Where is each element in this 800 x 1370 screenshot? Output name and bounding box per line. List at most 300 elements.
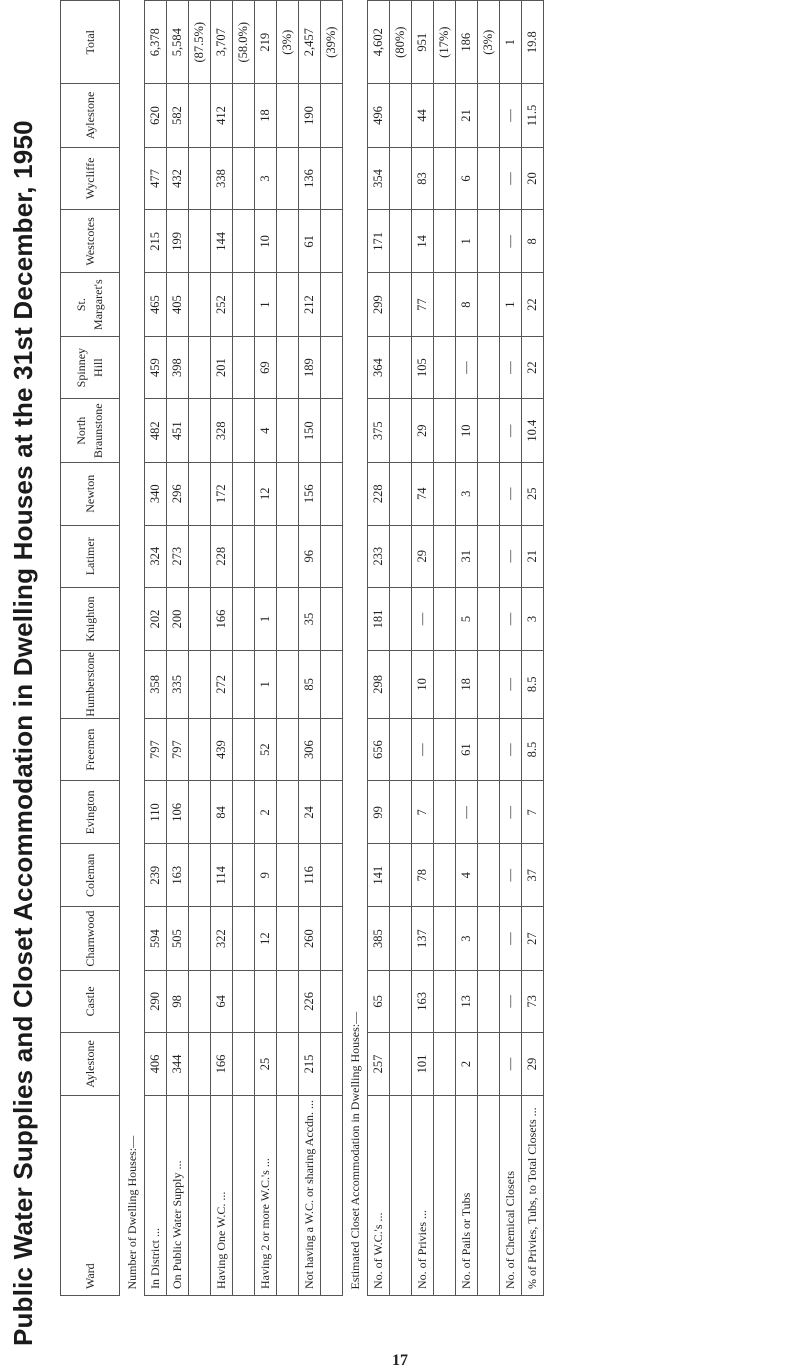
table-cell: 233 [368, 525, 390, 588]
table-cell [277, 844, 299, 907]
table-row [255, 1, 277, 1296]
column-header: Freemen [61, 718, 120, 781]
column-header: Evington [61, 781, 120, 844]
table-cell: 77 [412, 273, 434, 336]
table-cell: 85 [299, 651, 321, 719]
table-cell: 65 [368, 970, 390, 1032]
table-cell: 52 [255, 718, 277, 781]
table-cell [434, 463, 456, 526]
row-label [321, 1096, 343, 1296]
table-cell [390, 1032, 412, 1095]
table-cell: 10 [412, 651, 434, 719]
row-label: Not having a W.C. or sharing Accdn. ... [299, 1096, 321, 1296]
table-cell [390, 781, 412, 844]
table-cell [478, 718, 500, 781]
table-cell [390, 651, 412, 719]
row-label [478, 1096, 500, 1296]
column-header: Newton [61, 463, 120, 526]
row-label: Having 2 or more W.C.'s ... [255, 1096, 277, 1296]
table-cell: 385 [368, 907, 390, 971]
table-cell: 29 [412, 525, 434, 588]
row-label [277, 1096, 299, 1296]
row-label [434, 1096, 456, 1296]
table-cell [321, 1032, 343, 1095]
table-cell: 6,378 [145, 1, 167, 84]
table-cell [321, 147, 343, 210]
table-cell: 797 [167, 718, 189, 781]
table-cell [478, 1032, 500, 1095]
table-cell: (39%) [321, 1, 343, 84]
column-header: Humberstone [61, 651, 120, 719]
table-cell: 340 [145, 463, 167, 526]
table-cell: 27 [522, 907, 544, 971]
table-cell: 12 [255, 463, 277, 526]
table-cell: 166 [211, 1032, 233, 1095]
table-cell: 477 [145, 147, 167, 210]
table-cell: 797 [145, 718, 167, 781]
table-cell [321, 844, 343, 907]
table-cell: 459 [145, 336, 167, 399]
table-cell [434, 1032, 456, 1095]
table-cell: 172 [211, 463, 233, 526]
row-label: % of Privies, Tubs, to Total Closets ... [522, 1096, 544, 1296]
table-cell [390, 844, 412, 907]
table-cell [255, 525, 277, 588]
table-cell: 99 [368, 781, 390, 844]
table-cell: 406 [145, 1032, 167, 1095]
table-cell: 296 [167, 463, 189, 526]
table-cell [189, 1032, 211, 1095]
table-cell [233, 525, 255, 588]
table-cell [478, 399, 500, 463]
table-cell [189, 781, 211, 844]
table-cell [321, 399, 343, 463]
row-label: No. of Chemical Closets [500, 1096, 522, 1296]
table-cell: — [456, 336, 478, 399]
table-cell [478, 781, 500, 844]
column-header: Latimer [61, 525, 120, 588]
table-cell [390, 147, 412, 210]
row-label: No. of W.C.'s ... [368, 1096, 390, 1296]
table-cell: 375 [368, 399, 390, 463]
table-cell: 18 [456, 651, 478, 719]
table-cell: 335 [167, 651, 189, 719]
table-cell [233, 273, 255, 336]
table-cell [189, 210, 211, 273]
table-cell: 137 [412, 907, 434, 971]
column-header: St. Margaret's [61, 273, 120, 336]
table-cell [478, 907, 500, 971]
table-row [277, 1, 299, 1296]
table-cell: 166 [211, 588, 233, 651]
table-cell: 260 [299, 907, 321, 971]
table-cell [233, 399, 255, 463]
table-cell: 432 [167, 147, 189, 210]
table-cell: 10.4 [522, 399, 544, 463]
table-row [189, 1, 211, 1296]
table-cell [434, 718, 456, 781]
table-cell: 226 [299, 970, 321, 1032]
table-cell: 5,584 [167, 1, 189, 84]
table-cell [434, 336, 456, 399]
table-cell: 136 [299, 147, 321, 210]
table-cell: 74 [412, 463, 434, 526]
table-cell: 1 [255, 273, 277, 336]
column-header: Wycliffe [61, 147, 120, 210]
table-cell: 290 [145, 970, 167, 1032]
table-cell: 228 [211, 525, 233, 588]
table-cell [321, 651, 343, 719]
table-cell: 199 [167, 210, 189, 273]
table-cell [321, 336, 343, 399]
table-row [211, 1, 233, 1296]
table-cell: 181 [368, 588, 390, 651]
table-cell [390, 210, 412, 273]
table-cell [434, 273, 456, 336]
table-cell: 31 [456, 525, 478, 588]
table-cell [189, 84, 211, 147]
table-cell: 451 [167, 399, 189, 463]
table-cell [233, 147, 255, 210]
table-cell: — [500, 525, 522, 588]
table-cell [233, 336, 255, 399]
table-cell: 83 [412, 147, 434, 210]
table-cell [434, 399, 456, 463]
table-cell: 5 [456, 588, 478, 651]
table-cell: 3 [255, 147, 277, 210]
table-cell: 3 [456, 907, 478, 971]
table-cell [233, 463, 255, 526]
table-cell: 1 [456, 210, 478, 273]
table-cell [390, 273, 412, 336]
table-cell [233, 907, 255, 971]
table-cell [277, 525, 299, 588]
table-row [522, 1, 544, 1296]
table-cell: — [500, 907, 522, 971]
table-cell: 8 [456, 273, 478, 336]
table-cell [478, 336, 500, 399]
column-header: Charnwood [61, 907, 120, 971]
table-cell [434, 84, 456, 147]
table-cell: 114 [211, 844, 233, 907]
table-cell: 412 [211, 84, 233, 147]
table-cell: — [412, 718, 434, 781]
table-cell: 306 [299, 718, 321, 781]
table-cell: 37 [522, 844, 544, 907]
table-cell: 10 [255, 210, 277, 273]
table-cell [478, 651, 500, 719]
table-cell [390, 970, 412, 1032]
table-cell [478, 463, 500, 526]
table-cell: 201 [211, 336, 233, 399]
column-header: North Braunstone [61, 399, 120, 463]
table-cell: 19.8 [522, 1, 544, 84]
table-row [434, 1, 456, 1296]
table-cell: 620 [145, 84, 167, 147]
table-cell: 144 [211, 210, 233, 273]
table-cell [233, 588, 255, 651]
table-cell: 20 [522, 147, 544, 210]
table-cell: 465 [145, 273, 167, 336]
table-cell [233, 84, 255, 147]
column-header: Westcotes [61, 210, 120, 273]
row-label: Having One W.C. ... [211, 1096, 233, 1296]
table-cell [434, 907, 456, 971]
table-cell [255, 970, 277, 1032]
table-row [390, 1, 412, 1296]
table-cell [478, 84, 500, 147]
table-cell: 18 [255, 84, 277, 147]
table-cell: 44 [412, 84, 434, 147]
table-row [500, 1, 522, 1296]
table-row [412, 1, 434, 1296]
table-row [299, 1, 321, 1296]
table-cell: 1 [255, 588, 277, 651]
table-cell: 3 [456, 463, 478, 526]
closet-accommodation-heading: Estimated Closet Accommodation in Dwelling Houses:— [343, 1, 368, 1296]
table-cell: 1 [500, 1, 522, 84]
table-cell: — [500, 336, 522, 399]
table-cell [277, 336, 299, 399]
table-cell [277, 84, 299, 147]
table-cell [233, 210, 255, 273]
table-cell: 7 [522, 781, 544, 844]
table-cell: (80%) [390, 1, 412, 84]
table-cell [321, 210, 343, 273]
table-cell: 3 [522, 588, 544, 651]
table-cell: (58.0%) [233, 1, 255, 84]
table-cell: 10 [456, 399, 478, 463]
table-cell: 64 [211, 970, 233, 1032]
dwelling-houses-heading-row [120, 1, 145, 1296]
table-cell: 141 [368, 844, 390, 907]
column-header: Ward [61, 1096, 120, 1296]
table-cell [478, 210, 500, 273]
row-label: No. of Privies ... [412, 1096, 434, 1296]
table-cell [434, 651, 456, 719]
table-cell: 4,602 [368, 1, 390, 84]
table-cell: (87.5%) [189, 1, 211, 84]
table-cell [478, 844, 500, 907]
table-cell [321, 463, 343, 526]
table-cell: (3%) [277, 1, 299, 84]
table-cell [321, 718, 343, 781]
table-cell: 171 [368, 210, 390, 273]
table-cell [189, 273, 211, 336]
table-cell: 106 [167, 781, 189, 844]
table-cell: 364 [368, 336, 390, 399]
table-cell: 358 [145, 651, 167, 719]
table-cell [233, 651, 255, 719]
table-cell: 190 [299, 84, 321, 147]
column-header: Knighton [61, 588, 120, 651]
row-label: On Public Water Supply ... [167, 1096, 189, 1296]
table-cell [390, 907, 412, 971]
row-label [189, 1096, 211, 1296]
header-row [61, 1, 120, 1296]
closet-accommodation-heading-row [343, 1, 368, 1296]
table-cell: 6 [456, 147, 478, 210]
table-cell [233, 718, 255, 781]
table-cell [434, 525, 456, 588]
table-cell [189, 147, 211, 210]
table-cell: — [456, 781, 478, 844]
table-cell [390, 588, 412, 651]
table-cell: 239 [145, 844, 167, 907]
table-cell [321, 84, 343, 147]
row-label: In District ... [145, 1096, 167, 1296]
table-cell: 11.5 [522, 84, 544, 147]
table-row [456, 1, 478, 1296]
table-cell [478, 970, 500, 1032]
table-cell [321, 970, 343, 1032]
table-cell: 101 [412, 1032, 434, 1095]
table-cell: 215 [299, 1032, 321, 1095]
table-cell [390, 525, 412, 588]
table-row [321, 1, 343, 1296]
column-header: Coleman [61, 844, 120, 907]
column-header: Castle [61, 970, 120, 1032]
table-cell [321, 588, 343, 651]
table-cell [390, 84, 412, 147]
table-cell: 116 [299, 844, 321, 907]
table-cell [189, 718, 211, 781]
table-cell: 25 [255, 1032, 277, 1095]
table-cell [434, 970, 456, 1032]
page-title: Public Water Supplies and Closet Accommodation in Dwelling Houses at the 31st December, 1950 [8, 120, 38, 1346]
table-cell: 398 [167, 336, 189, 399]
table-cell: 656 [368, 718, 390, 781]
table-cell: — [412, 588, 434, 651]
table-cell [189, 651, 211, 719]
table-cell [277, 781, 299, 844]
table-cell [189, 463, 211, 526]
table-cell: (3%) [478, 1, 500, 84]
table-cell [390, 399, 412, 463]
table-cell [390, 463, 412, 526]
table-cell [478, 525, 500, 588]
table-cell [233, 781, 255, 844]
table-cell [233, 1032, 255, 1095]
row-label: No. of Pails or Tubs [456, 1096, 478, 1296]
table-cell [434, 210, 456, 273]
table-cell: 200 [167, 588, 189, 651]
table-cell: 7 [412, 781, 434, 844]
table-cell: 505 [167, 907, 189, 971]
table-cell [277, 970, 299, 1032]
table-cell: 8.5 [522, 651, 544, 719]
table-cell: 252 [211, 273, 233, 336]
table-cell [321, 525, 343, 588]
table-cell: 1 [500, 273, 522, 336]
table-cell: 96 [299, 525, 321, 588]
table-cell: 22 [522, 336, 544, 399]
table-cell: 189 [299, 336, 321, 399]
table-cell [390, 336, 412, 399]
table-cell: 73 [522, 970, 544, 1032]
table-cell [434, 147, 456, 210]
table-cell: 78 [412, 844, 434, 907]
table-cell [478, 588, 500, 651]
table-cell: 61 [299, 210, 321, 273]
table-cell [189, 588, 211, 651]
table-cell: 8 [522, 210, 544, 273]
table-cell: — [500, 84, 522, 147]
table-cell: 405 [167, 273, 189, 336]
table-cell: 215 [145, 210, 167, 273]
table-cell: 951 [412, 1, 434, 84]
table-cell [189, 525, 211, 588]
table-cell: 273 [167, 525, 189, 588]
table-cell: — [500, 651, 522, 719]
table-cell: — [500, 210, 522, 273]
table-cell: — [500, 463, 522, 526]
table-row [167, 1, 189, 1296]
table-cell: 105 [412, 336, 434, 399]
table-cell: 98 [167, 970, 189, 1032]
table-cell: 4 [255, 399, 277, 463]
table-cell [277, 907, 299, 971]
table-cell: 13 [456, 970, 478, 1032]
table-cell: 212 [299, 273, 321, 336]
table-cell: 3,707 [211, 1, 233, 84]
table-cell: — [500, 781, 522, 844]
table-cell: — [500, 718, 522, 781]
table-cell: 69 [255, 336, 277, 399]
table-cell [189, 844, 211, 907]
table-cell: 186 [456, 1, 478, 84]
row-label [233, 1096, 255, 1296]
table-cell: 22 [522, 273, 544, 336]
water-closet-table [60, 0, 544, 1296]
table-cell: 1 [255, 651, 277, 719]
table-cell: 594 [145, 907, 167, 971]
table-cell: 21 [456, 84, 478, 147]
table-cell: 8.5 [522, 718, 544, 781]
column-header: Aylestone [61, 84, 120, 147]
table-cell [277, 718, 299, 781]
table-cell: 338 [211, 147, 233, 210]
table-cell: 322 [211, 907, 233, 971]
table-cell: 35 [299, 588, 321, 651]
table-cell: 14 [412, 210, 434, 273]
table-cell: 299 [368, 273, 390, 336]
table-cell: 29 [522, 1032, 544, 1095]
table-cell: 2,457 [299, 1, 321, 84]
table-cell [277, 1032, 299, 1095]
table-cell [478, 147, 500, 210]
table-cell: 354 [368, 147, 390, 210]
table-cell [390, 718, 412, 781]
table-cell: 2 [255, 781, 277, 844]
page-number: 17 [392, 1352, 408, 1369]
table-cell [277, 147, 299, 210]
table-cell: 324 [145, 525, 167, 588]
table-cell [321, 273, 343, 336]
table-cell: 496 [368, 84, 390, 147]
table-cell [189, 970, 211, 1032]
table-cell: 110 [145, 781, 167, 844]
table-cell: — [500, 588, 522, 651]
table-row [478, 1, 500, 1296]
table-cell [434, 588, 456, 651]
row-label [390, 1096, 412, 1296]
table-cell [434, 844, 456, 907]
table-cell: 328 [211, 399, 233, 463]
table-row [145, 1, 167, 1296]
table-cell: 156 [299, 463, 321, 526]
table-cell [277, 210, 299, 273]
